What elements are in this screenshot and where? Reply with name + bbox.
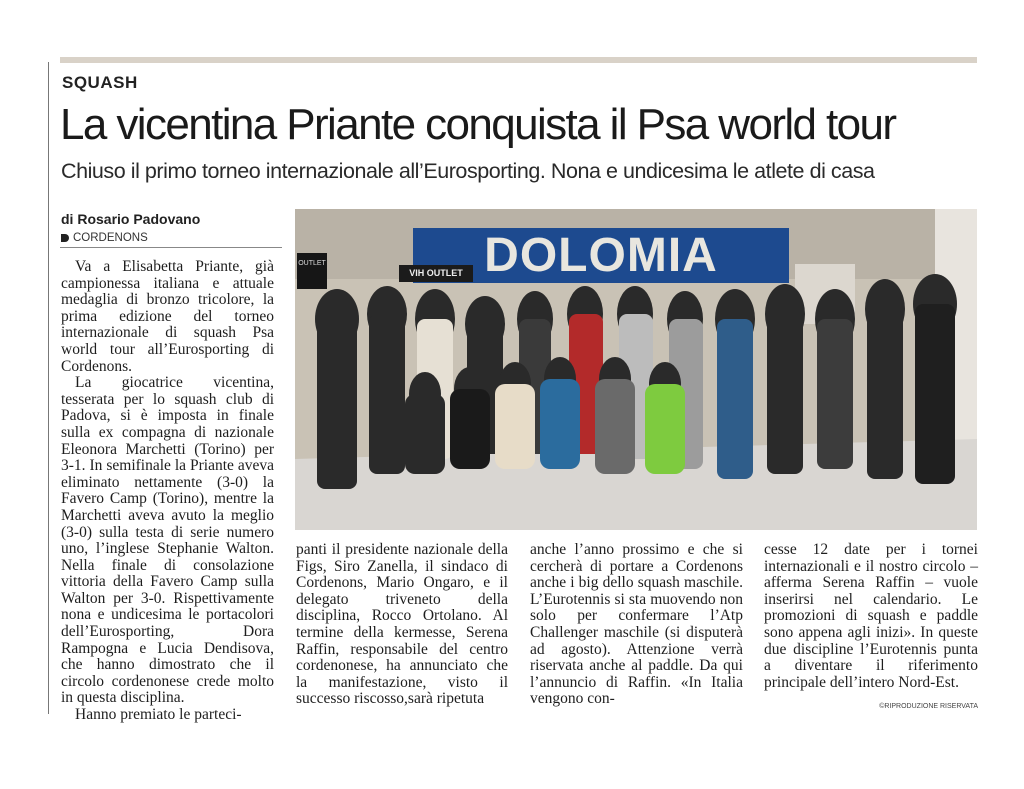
- location-line: [61, 232, 148, 244]
- copyright-notice: ©RIPRODUZIONE RISERVATA: [879, 703, 978, 710]
- team-photo: [295, 209, 977, 530]
- left-column-rule: [48, 62, 49, 714]
- article-column-3: anche l’anno prossimo e che si cercherà di portare a Cordenons anche i big dello squash maschile. L’Eurotennis si sta muovendo non solo per confermare l’Atp Challenger maschile (si disputerà ad agosto). Attenzione verrà riservata anche al paddle. Da qui l’annuncio di Raffin. «In Italia vengono con-: [530, 541, 743, 708]
- article-column-1: [61, 259, 274, 724]
- article-column-4: cesse 12 date per i tornei internazionali e il nostro circolo – afferma Serena Raffin – vuole inserirsi nel calendario. Le promozioni di squash e paddle sono appena agli inizi». In queste due discipline l’Eurotennis punta a diventare il riferimento principale dell’intero Nord-Est.: [764, 541, 978, 691]
- location-marker-icon: [61, 234, 69, 242]
- headline: La vicentina Priante conquista il Psa world tour: [60, 100, 896, 149]
- subheadline: Chiuso il primo torneo internazionale all’Eurosporting. Nona e undicesima le atlete di casa: [61, 159, 875, 183]
- photo-outlet-sign: VIH OUTLET: [399, 265, 473, 282]
- paragraph: Va a Elisabetta Priante, già campionessa italiana e attuale medaglia di bronzo tricolore, la prima edizione del torneo internazionale di squash Psa world tour all’Eurosporting di Cordenons.: [61, 258, 274, 375]
- section-kicker: SQUASH: [62, 73, 138, 92]
- top-rule: [60, 57, 977, 63]
- byline: di Rosario Padovano: [61, 211, 201, 227]
- photo-outlet-left-sign: OUTLET: [297, 253, 327, 289]
- paragraph: Hanno premiato le parteci-: [75, 706, 242, 724]
- byline-rule: [60, 247, 282, 248]
- paragraph: La giocatrice vicentina, tesserata per lo squash club di Padova, si è imposta in finale sulla ex compagna di nazionale Eleonora Marchetti (Torino) per 3-1. In semifinale la Priante aveva eliminato nettamente (3-0) la Favero Camp (Torino), mentre la Marchetti aveva avuto la meglio (3-0) sulla testa di serie numero uno, l’inglese Stephanie Walton. Nella finale di consolazione vittoria della Favero Camp sulla Walton per 3-0. Rispettivamente nona e undicesima le portacolori dell’Eurosporting, Dora Rampogna e Lucia Dendisova, che hanno dimostrato che il circolo cordenonese crede molto in questa disciplina.: [61, 374, 274, 707]
- article-column-2: panti il presidente nazionale della Figs, Siro Zanella, il sindaco di Cordenons, Mario Ongaro, e il delegato triveneto della disciplina, Rocco Ortolano. Al termine della kermesse, Serena Raffin, responsabile del centro cordenonese, ha annunciato che la manifestazione, visto il successo riscosso,sarà ripetuta: [296, 541, 508, 708]
- location-label: CORDENONS: [73, 232, 148, 244]
- photo-banner-text: DOLOMIA: [484, 229, 718, 282]
